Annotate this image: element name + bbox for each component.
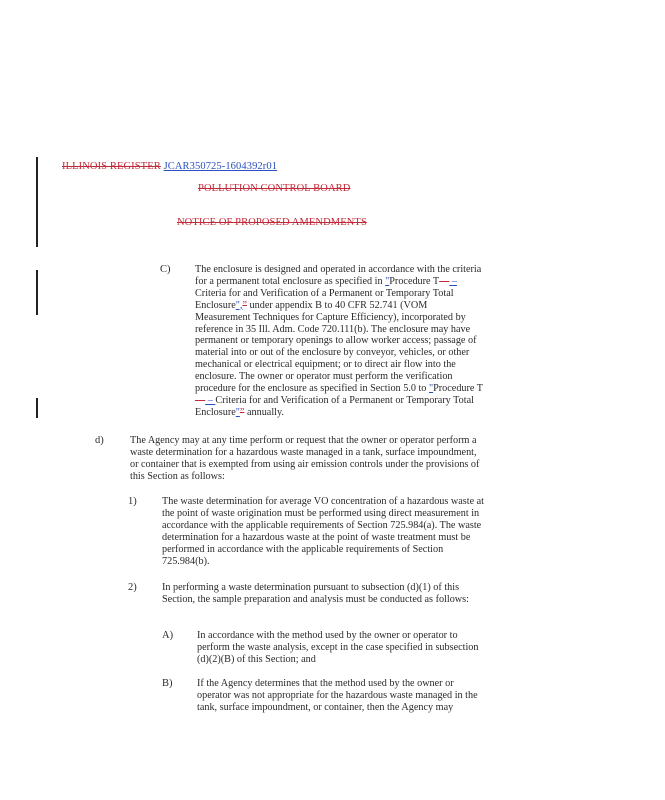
board-title: POLLUTION CONTROL BOARD [198,183,351,194]
item-d-text: The Agency may at any time perform or request that the owner or operator perform a waste determination for a hazardous waste managed in a tank, surface impoundment, or container that is exempted from using air emission controls under the provisions of this Section as follows: [130,435,480,482]
register-deleted: ILLINOIS REGISTER [62,161,161,172]
register-inserted: JCAR350725-1604392r01 [163,161,278,172]
item-a-text: In accordance with the method used by the owner or operator to perform the waste analysis, except in the case specified in subsection (d)(2)(B) of this Section; and [197,630,479,665]
item-c-text: The enclosure is designed and operated in accordance with the criteria for a permanent total enclosure as specified in "Procedure T— – Criteria for and Verification of a Permanent or Temporary Total Enclosure",” under appendix B to 40 CFR 52.741 (VOM Measurement Techniques for Capture Efficiency), incorporated by reference in 35 Ill. Adm. Code 720.111(b). The enclosure may have permanent or temporary openings to allow worker access; passage of material into or out of the enclosure by conveyor, vehicles, or other mechanical or electrical equipment; or to direct air flow into the enclosure. The owner or operator must perform the verification procedure for the enclosure as specified in Section 5.0 to "Procedure T— – Criteria for and Verification of a Permanent or Temporary Total Enclosure"” annually. [195,264,484,418]
item-2-text: In performing a waste determination pursuant to subsection (d)(1) of this Section, the sample preparation and analysis must be conducted as follows: [162,582,469,605]
item-2-label: 2) [128,582,137,593]
item-1-label: 1) [128,496,137,507]
item-d-label: d) [95,435,104,446]
change-bar [36,270,38,315]
change-bar [36,157,38,247]
notice-title: NOTICE OF PROPOSED AMENDMENTS [177,217,367,228]
item-b-text: If the Agency determines that the method used by the owner or operator was not appropriate for the hazardous waste managed in the tank, surface impoundment, or container, then the Agency may [197,678,478,713]
item-c-label: C) [160,264,171,275]
change-bar [36,398,38,418]
item-a-label: A) [162,630,174,641]
item-b-label: B) [162,678,173,689]
item-1-text: The waste determination for average VO concentration of a hazardous waste at the point of waste origination must be performed using direct measurement in accordance with the applicable requirements of Section 725.984(a). The waste determination for a hazardous waste at the point of waste treatment must be performed in accordance with the applicable requirements of Section 725.984(b). [162,496,484,567]
register-header [62,161,277,172]
